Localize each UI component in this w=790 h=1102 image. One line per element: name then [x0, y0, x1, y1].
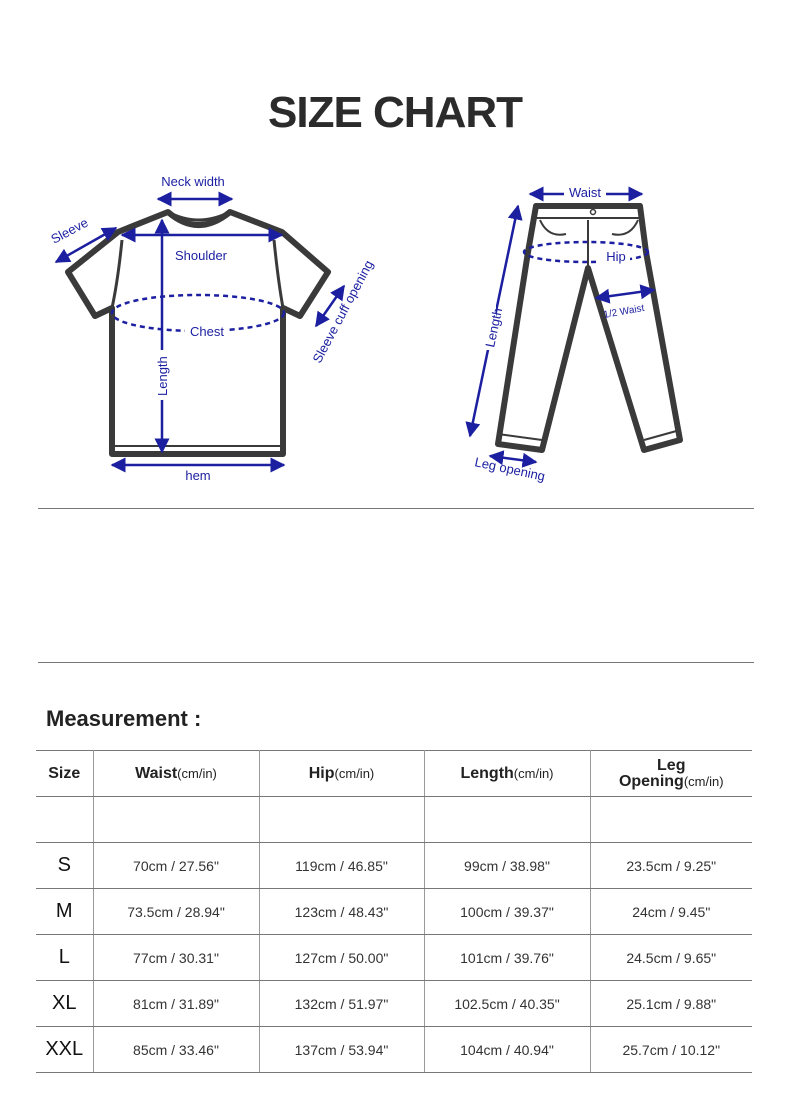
shoulder-label: Shoulder [174, 248, 228, 263]
leg-opening-label: Leg opening [473, 454, 547, 484]
length-cell: 101cm / 39.76" [424, 935, 590, 981]
table-header-row [36, 751, 752, 797]
tshirt-length-label: Length [155, 356, 170, 396]
hip-label: Hip [606, 249, 626, 264]
waist-cell: 85cm / 33.46" [93, 1027, 259, 1073]
length-cell: 99cm / 38.98" [424, 843, 590, 889]
sleeve-cuff-opening-label: Sleeve cuff opening [309, 257, 377, 366]
header-hip: Hip(cm/in) [259, 751, 424, 797]
table-row [36, 981, 752, 1027]
size-cell: XL [36, 981, 93, 1027]
table-row [36, 1027, 752, 1073]
pants-length-label: Length [482, 306, 506, 349]
hip-cell: 123cm / 48.43" [259, 889, 424, 935]
half-waist-label: 1/2 Waist [602, 302, 646, 321]
header-length: Length(cm/in) [424, 751, 590, 797]
waist-label: Waist [568, 185, 602, 200]
size-table [36, 750, 752, 1073]
table-row-blank [36, 797, 752, 843]
divider-top [38, 508, 754, 509]
chest-label: Chest [190, 324, 224, 339]
hip-cell: 137cm / 53.94" [259, 1027, 424, 1073]
page-title: SIZE CHART [268, 88, 522, 137]
length-cell: 102.5cm / 40.35" [424, 981, 590, 1027]
waist-cell: 70cm / 27.56" [93, 843, 259, 889]
hip-cell: 119cm / 46.85" [259, 843, 424, 889]
header-waist: Waist(cm/in) [93, 751, 259, 797]
table-row [36, 843, 752, 889]
garment-diagrams [0, 160, 790, 500]
leg-opening-cell: 24cm / 9.45" [590, 889, 752, 935]
hip-cell: 132cm / 51.97" [259, 981, 424, 1027]
waist-cell: 73.5cm / 28.94" [93, 889, 259, 935]
leg-opening-cell: 25.7cm / 10.12" [590, 1027, 752, 1073]
table-row [36, 889, 752, 935]
measurement-heading: Measurement : [46, 706, 202, 731]
leg-opening-cell: 25.1cm / 9.88" [590, 981, 752, 1027]
leg-opening-cell: 24.5cm / 9.65" [590, 935, 752, 981]
table-row [36, 935, 752, 981]
pants-diagram [498, 206, 680, 450]
neck-width-label: Neck width [161, 174, 225, 189]
size-cell: L [36, 935, 93, 981]
hip-cell: 127cm / 50.00" [259, 935, 424, 981]
size-cell: S [36, 843, 93, 889]
divider-bottom [38, 662, 754, 663]
hem-label: hem [185, 468, 211, 483]
waist-cell: 77cm / 30.31" [93, 935, 259, 981]
length-cell: 100cm / 39.37" [424, 889, 590, 935]
waist-cell: 81cm / 31.89" [93, 981, 259, 1027]
size-cell: M [36, 889, 93, 935]
header-size: Size [36, 751, 93, 797]
header-leg-opening: Leg Opening(cm/in) [590, 751, 752, 797]
leg-opening-cell: 23.5cm / 9.25" [590, 843, 752, 889]
sleeve-label: Sleeve [48, 214, 91, 247]
length-cell: 104cm / 40.94" [424, 1027, 590, 1073]
size-cell: XXL [36, 1027, 93, 1073]
